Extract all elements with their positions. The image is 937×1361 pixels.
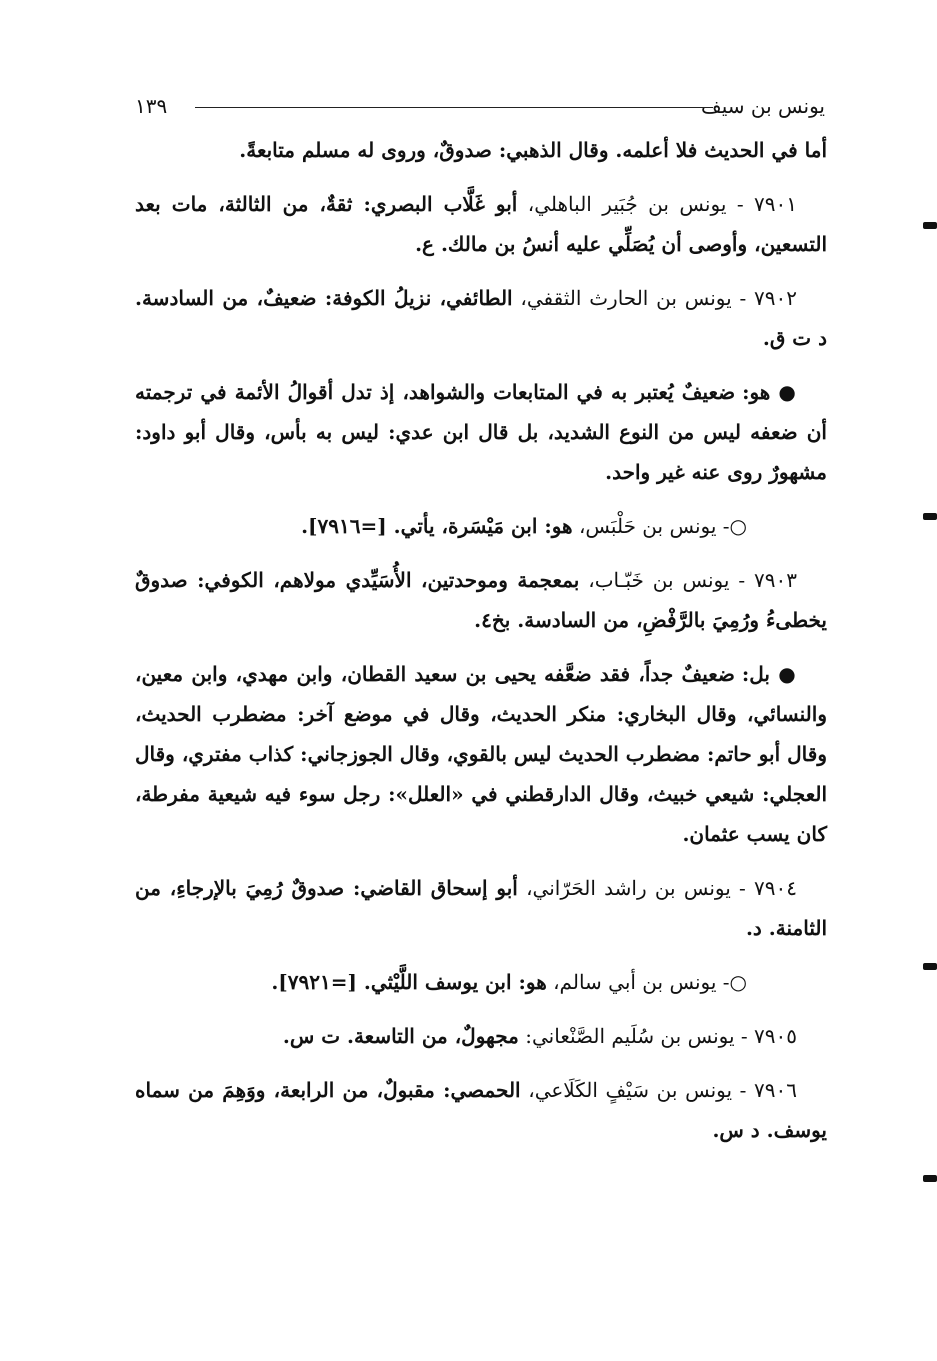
page-header	[135, 92, 825, 122]
entry-7906	[135, 1070, 827, 1150]
page-body	[135, 130, 827, 1164]
entry-7901	[135, 184, 827, 264]
bullet-icon: ●	[769, 662, 797, 686]
entry-number: ٧٩٠٤ -	[730, 876, 797, 900]
entry-description: مجهولٌ، من التاسعة. ت س.	[282, 1024, 519, 1048]
entry-name: يونس بن سَيْفٍ الكَلَاعي،	[520, 1078, 733, 1102]
entry-name: يونس بن الحارث الثقفي،	[512, 286, 732, 310]
entry-7902	[135, 278, 827, 358]
paragraph-continuation	[135, 130, 827, 170]
page-number: ١٣٩	[135, 94, 168, 118]
entry-description: الحمصي: مقبولٌ، من الرابعة، ووَهِمَ من سماه يوسف. د س.	[135, 1078, 827, 1142]
cross-reference-halbas	[135, 506, 827, 546]
margin-tab-mark	[923, 963, 937, 970]
entry-name: يونس بن سُلَيم الصَّنْعاني:	[518, 1024, 735, 1048]
entry-description: الطائفي، نزيلُ الكوفة: ضعيفٌ، من السادسة. د ت ق.	[135, 286, 827, 350]
entry-description: أبو غَلَّاب البصري: ثقةٌ، من الثالثة، مات بعد التسعين، وأوصى أن يُصَلِّي عليه أنسُ بن مالك. ع.	[135, 192, 827, 256]
entry-number: ٧٩٠٣ -	[729, 568, 797, 592]
paragraph-text: أما في الحديث فلا أعلمه. وقال الذهبي: صدوقٌ، وروى له مسلم متابعةً.	[239, 138, 827, 162]
reference-text: هو: ابن مَيْسَرة، يأتي. [=٧٩١٦].	[301, 514, 573, 538]
entry-name: يونس بن خَبّـاب،	[579, 568, 730, 592]
commentary-7902	[135, 372, 827, 492]
entry-number: ٧٩٠١ -	[726, 192, 797, 216]
entry-name: يونس بن راشد الحَرّاني،	[517, 876, 731, 900]
commentary-7903	[135, 654, 827, 854]
entry-description: بمعجمة وموحدتين، الأُسَيِّدي مولاهم، الكوفي: صدوقٌ يخطىءُ ورُمِيَ بالرَّفْضِ، من السادسة. بخ٤.	[135, 568, 827, 632]
bullet-icon: ●	[770, 380, 798, 404]
entry-name: يونس بن جُبَير الباهلي،	[517, 192, 727, 216]
entry-name: يونس بن أبي سالم،	[546, 970, 717, 994]
entry-7904	[135, 868, 827, 948]
margin-tab-mark	[923, 1175, 937, 1182]
entry-name: يونس بن حَلْبَس،	[572, 514, 717, 538]
circle-icon: ○-	[716, 514, 747, 538]
commentary-text: بل: ضعيفٌ جداً، فقد ضعَّفه يحيى بن سعيد القطان، وابن مهدي، وابن معين، والنسائي، وقال البخاري: منكر الحديث، وقال في موضع آخر: مضطرب الحديث، وقال أبو حاتم: مضطرب الحديث ليس بالقوي، وقال الجوزجاني: كذاب مفتري، وقال العجلي: شيعي خبيث، وقال الدارقطني في «العلل»: رجل سوء فيه شيعية مفرطة، كان يسب عثمان.	[135, 662, 827, 846]
entry-number: ٧٩٠٦ -	[732, 1078, 797, 1102]
entry-number: ٧٩٠٥ -	[734, 1024, 797, 1048]
running-title: يونس بن سيف	[701, 94, 825, 118]
entry-number: ٧٩٠٢ -	[731, 286, 797, 310]
entry-description: أبو إسحاق القاضي: صدوقٌ رُمِيَ بالإرجاءِ، من الثامنة. د.	[135, 876, 827, 940]
margin-tab-mark	[923, 513, 937, 520]
margin-tab-mark	[923, 222, 937, 229]
header-rule	[195, 107, 713, 108]
entry-7903	[135, 560, 827, 640]
entry-7905	[135, 1016, 827, 1056]
cross-reference-abi-salim	[135, 962, 827, 1002]
reference-text: هو: ابن يوسف اللَّيْثي. [=٧٩٢١].	[271, 970, 547, 994]
circle-icon: ○-	[716, 970, 747, 994]
commentary-text: هو: ضعيفٌ يُعتبر به في المتابعات والشواهد، إذ تدل أقوالُ الأئمة في ترجمته أن ضعفه ليس من النوع الشديد، بل قال ابن عدي: ليس به بأس، وقال أبو داود: مشهورٌ روى عنه غير واحد.	[135, 380, 827, 484]
